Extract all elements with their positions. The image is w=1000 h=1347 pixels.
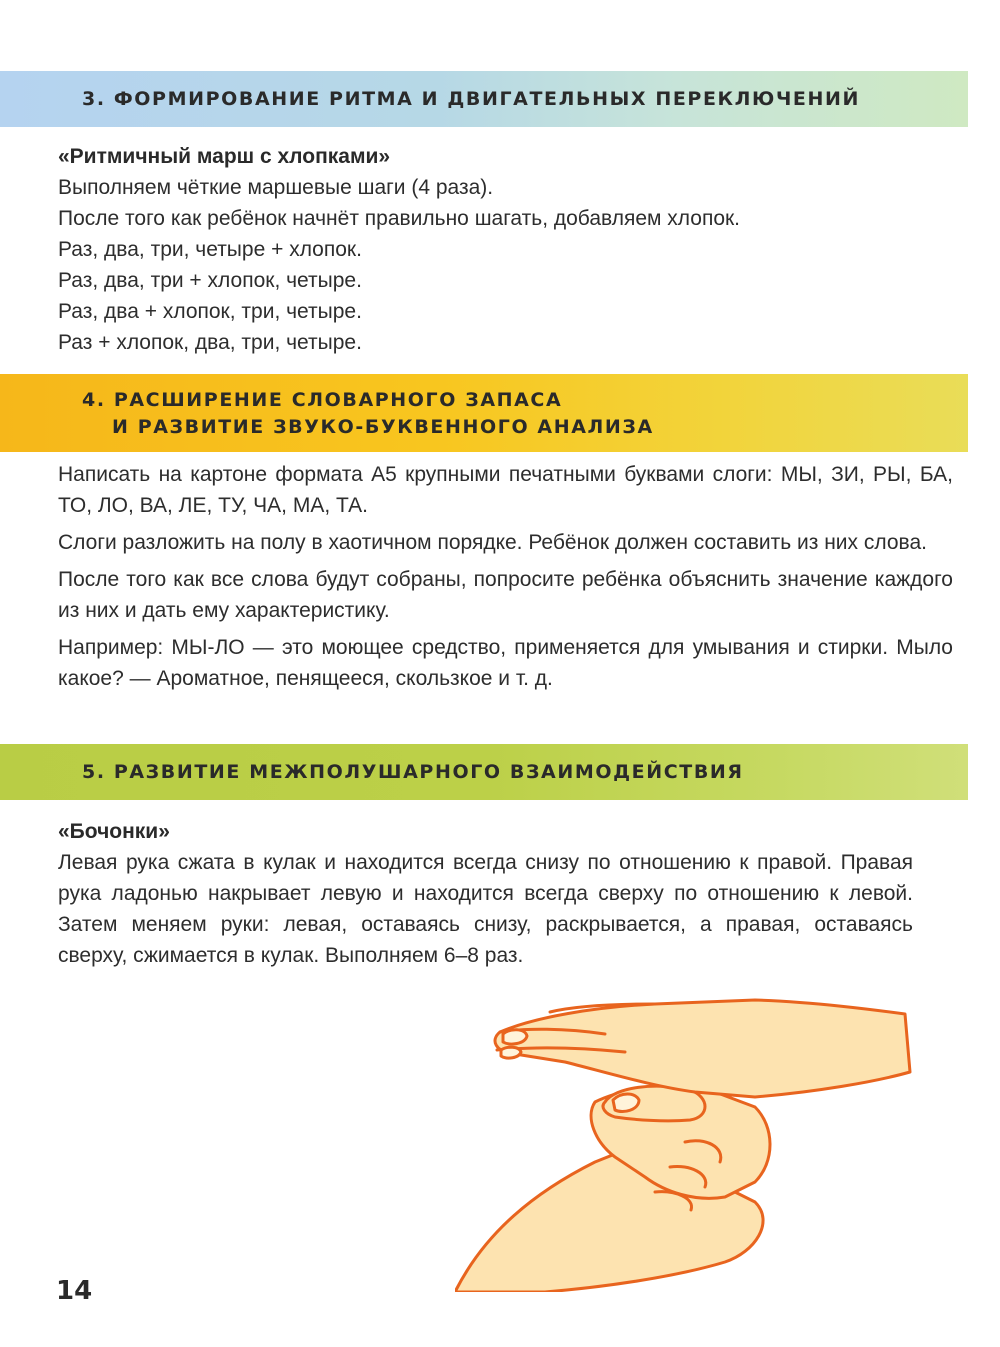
section-5-body <box>58 816 913 971</box>
section-4-paragraph: Написать на картоне формата А5 крупными печатными буквами слоги: МЫ, ЗИ, РЫ, БА, ТО, ЛО, ВА, ЛЕ, ТУ, ЧА, МА, ТА. <box>58 463 953 517</box>
section-4-heading <box>0 374 968 452</box>
section-4-paragraph: После того как все слова будут собраны, попросите ребёнка объяснить значение каждого из них и дать ему характеристику. <box>58 568 953 622</box>
section-3-heading-text: 3. ФОРМИРОВАНИЕ РИТМА И ДВИГАТЕЛЬНЫХ ПЕРЕКЛЮЧЕНИЙ <box>82 88 860 110</box>
section-3-line: Выполняем чёткие маршевые шаги (4 раза). <box>58 176 494 199</box>
section-3-line: Раз + хлопок, два, три, четыре. <box>58 331 362 354</box>
hands-barrel-icon <box>455 992 915 1292</box>
exercise-title-barrels: «Бочонки» <box>58 820 170 843</box>
section-4-body <box>58 459 953 694</box>
section-3-line: После того как ребёнок начнёт правильно шагать, добавляем хлопок. <box>58 207 741 230</box>
section-5-paragraph: Левая рука сжата в кулак и находится всегда снизу по отношению к правой. Правая рука ладонью накрывает левую и находится всегда сверху по отношению к левой. Затем меняем руки: левая, оставаясь снизу, раскрывается, а правая, оставаясь сверху, сжимается в кулак. Выполняем 6–8 раз. <box>58 851 913 967</box>
section-5-heading <box>0 744 968 800</box>
section-3-line: Раз, два + хлопок, три, четыре. <box>58 300 362 323</box>
section-3-line: Раз, два, три, четыре + хлопок. <box>58 238 362 261</box>
section-4-heading-line-1: 4. РАСШИРЕНИЕ СЛОВАРНОГО ЗАПАСА <box>82 389 563 411</box>
exercise-title-rhythmic-march: «Ритмичный марш с хлопками» <box>58 145 391 168</box>
page-number: 14 <box>56 1276 93 1306</box>
section-3-line: Раз, два, три + хлопок, четыре. <box>58 269 362 292</box>
section-4-heading-line-2: И РАЗВИТИЕ ЗВУКО-БУКВЕННОГО АНАЛИЗА <box>112 416 654 438</box>
section-4-paragraph: Например: МЫ-ЛО — это моющее средство, применяется для умывания и стирки. Мыло какое? — Ароматное, пенящееся, скользкое и т. д. <box>58 636 953 690</box>
section-3-body <box>58 141 958 358</box>
section-5-heading-text: 5. РАЗВИТИЕ МЕЖПОЛУШАРНОГО ВЗАИМОДЕЙСТВИЯ <box>82 761 744 783</box>
section-4-paragraph: Слоги разложить на полу в хаотичном порядке. Ребёнок должен составить из них слова. <box>58 531 927 554</box>
section-3-heading <box>0 71 968 127</box>
